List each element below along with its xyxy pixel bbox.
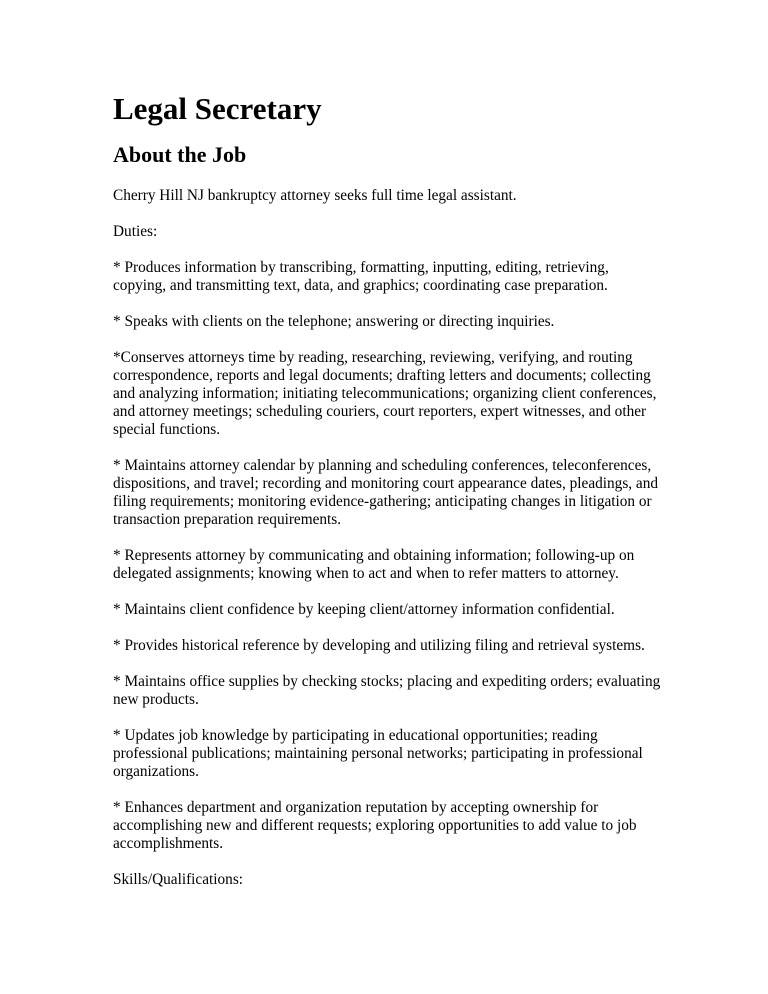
paragraph [113,187,673,205]
paragraph [113,223,673,241]
text-line: * Updates job knowledge by participating in educational opportunities; reading [113,727,598,744]
text-line: * Provides historical reference by developing and utilizing filing and retrieval systems. [113,637,645,654]
text-line: filing requirements; monitoring evidence-gathering; anticipating changes in litigation or [113,493,652,510]
text-line: copying, and transmitting text, data, and graphics; coordinating case preparation. [113,277,608,294]
text-line: Cherry Hill NJ bankruptcy attorney seeks full time legal assistant. [113,187,517,204]
text-line: *Conserves attorneys time by reading, researching, reviewing, verifying, and routing [113,349,633,366]
paragraph [113,637,673,655]
text-line: and analyzing information; initiating telecommunications; organizing client conferences, [113,385,657,402]
text-line: delegated assignments; knowing when to act and when to refer matters to attorney. [113,565,619,582]
text-line: * Speaks with clients on the telephone; answering or directing inquiries. [113,313,555,330]
text-line: special functions. [113,421,221,438]
text-line: correspondence, reports and legal documents; drafting letters and documents; collecting [113,367,651,384]
text-line: new products. [113,691,199,708]
paragraph [113,799,673,853]
paragraph [113,673,673,709]
paragraph [113,871,673,889]
paragraph [113,259,673,295]
text-line: * Represents attorney by communicating and obtaining information; following-up on [113,547,635,564]
text-line: transaction preparation requirements. [113,511,342,528]
paragraph [113,727,673,781]
paragraph [113,313,673,331]
paragraph [113,601,673,619]
document-title: Legal Secretary [113,91,322,126]
text-line: * Produces information by transcribing, formatting, inputting, editing, retrieving, [113,259,609,276]
text-line: * Maintains client confidence by keeping client/attorney information confidential. [113,601,615,618]
text-line: accomplishments. [113,835,224,852]
text-line: professional publications; maintaining personal networks; participating in professional [113,745,643,762]
text-line: dispositions, and travel; recording and monitoring court appearance dates, pleadings, and [113,475,659,492]
document-body [113,187,673,907]
text-line: and attorney meetings; scheduling couriers, court reporters, expert witnesses, and other [113,403,647,420]
text-line: * Maintains attorney calendar by planning and scheduling conferences, teleconferences, [113,457,652,474]
text-line: Skills/Qualifications: [113,871,244,888]
paragraph [113,457,673,529]
section-heading: About the Job [113,142,247,167]
text-line: * Enhances department and organization reputation by accepting ownership for [113,799,599,816]
text-line: Duties: [113,223,158,240]
text-line: * Maintains office supplies by checking stocks; placing and expediting orders; evaluating [113,673,661,690]
text-line: organizations. [113,763,199,780]
text-line: accomplishing new and different requests; exploring opportunities to add value to job [113,817,637,834]
paragraph [113,547,673,583]
paragraph [113,349,673,439]
